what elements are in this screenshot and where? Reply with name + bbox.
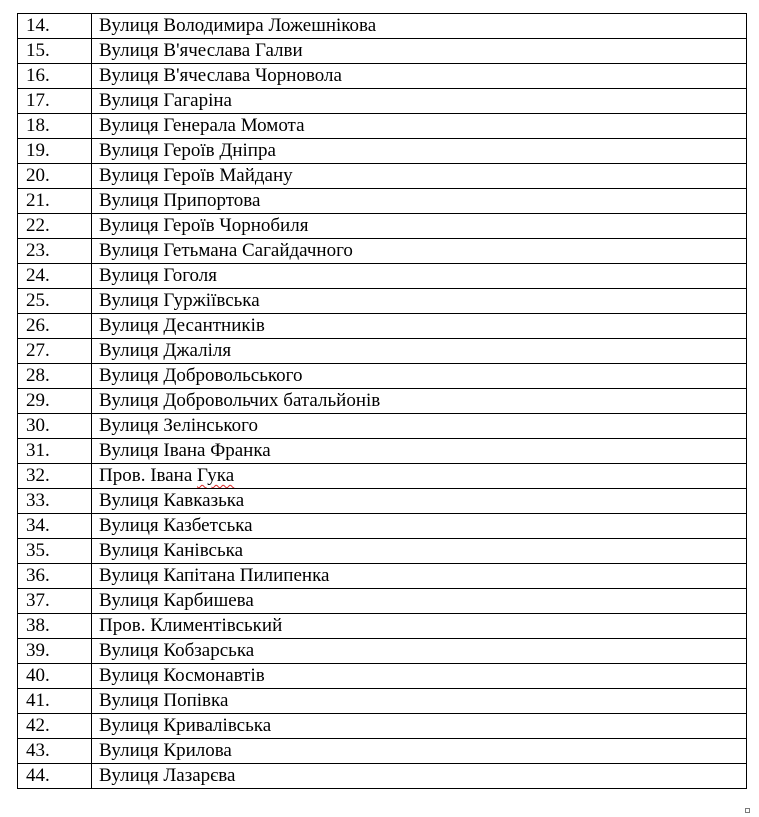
row-number: 17. xyxy=(18,89,92,114)
street-name: Вулиця Крилова xyxy=(92,739,747,764)
row-number: 32. xyxy=(18,464,92,489)
table-row xyxy=(18,64,747,89)
street-name: Вулиця Джаліля xyxy=(92,339,747,364)
spellcheck-flagged-word: Гука xyxy=(197,465,235,486)
table-row xyxy=(18,739,747,764)
row-number: 16. xyxy=(18,64,92,89)
street-name: Вулиця Гагаріна xyxy=(92,89,747,114)
row-number: 37. xyxy=(18,589,92,614)
street-name: Вулиця В'ячеслава Галви xyxy=(92,39,747,64)
street-name: Вулиця Зелінського xyxy=(92,414,747,439)
street-name-prefix: Пров. Івана xyxy=(99,465,198,486)
table-resize-handle[interactable] xyxy=(745,808,750,813)
row-number: 21. xyxy=(18,189,92,214)
street-name: Вулиця Гоголя xyxy=(92,264,747,289)
street-name: Вулиця В'ячеслава Чорновола xyxy=(92,64,747,89)
row-number: 42. xyxy=(18,714,92,739)
table-row xyxy=(18,489,747,514)
table-row xyxy=(18,764,747,789)
table-row xyxy=(18,389,747,414)
street-name: Вулиця Казбетська xyxy=(92,514,747,539)
street-name: Вулиця Героїв Дніпра xyxy=(92,139,747,164)
street-name: Вулиця Генерала Момота xyxy=(92,114,747,139)
street-name xyxy=(92,464,747,489)
row-number: 44. xyxy=(18,764,92,789)
street-name: Вулиця Канівська xyxy=(92,539,747,564)
table-row xyxy=(18,314,747,339)
table-row xyxy=(18,364,747,389)
row-number: 14. xyxy=(18,14,92,39)
row-number: 29. xyxy=(18,389,92,414)
row-number: 40. xyxy=(18,664,92,689)
row-number: 35. xyxy=(18,539,92,564)
street-name: Вулиця Гетьмана Сагайдачного xyxy=(92,239,747,264)
table-row xyxy=(18,264,747,289)
table-row xyxy=(18,714,747,739)
street-name: Вулиця Героїв Майдану xyxy=(92,164,747,189)
table-row xyxy=(18,139,747,164)
street-name: Вулиця Лазарєва xyxy=(92,764,747,789)
row-number: 15. xyxy=(18,39,92,64)
row-number: 27. xyxy=(18,339,92,364)
street-name: Вулиця Кобзарська xyxy=(92,639,747,664)
row-number: 38. xyxy=(18,614,92,639)
street-name: Вулиця Івана Франка xyxy=(92,439,747,464)
street-name: Вулиця Карбишева xyxy=(92,589,747,614)
street-name: Вулиця Кривалівська xyxy=(92,714,747,739)
table-row xyxy=(18,639,747,664)
row-number: 36. xyxy=(18,564,92,589)
table-row xyxy=(18,414,747,439)
row-number: 39. xyxy=(18,639,92,664)
street-name: Вулиця Добровольського xyxy=(92,364,747,389)
table-row xyxy=(18,164,747,189)
table-row xyxy=(18,564,747,589)
row-number: 33. xyxy=(18,489,92,514)
street-name: Вулиця Попівка xyxy=(92,689,747,714)
street-name: Вулиця Володимира Ложешнікова xyxy=(92,14,747,39)
street-name: Пров. Климентівський xyxy=(92,614,747,639)
table-row xyxy=(18,614,747,639)
table-row xyxy=(18,589,747,614)
table-row xyxy=(18,514,747,539)
row-number: 25. xyxy=(18,289,92,314)
street-name: Вулиця Космонавтів xyxy=(92,664,747,689)
table-row xyxy=(18,89,747,114)
row-number: 20. xyxy=(18,164,92,189)
row-number: 22. xyxy=(18,214,92,239)
row-number: 23. xyxy=(18,239,92,264)
row-number: 26. xyxy=(18,314,92,339)
table-row xyxy=(18,39,747,64)
street-name: Вулиця Кавказька xyxy=(92,489,747,514)
table-row xyxy=(18,239,747,264)
row-number: 24. xyxy=(18,264,92,289)
table-row xyxy=(18,539,747,564)
row-number: 31. xyxy=(18,439,92,464)
table-row xyxy=(18,289,747,314)
street-name: Вулиця Припортова xyxy=(92,189,747,214)
table-row xyxy=(18,339,747,364)
table-row xyxy=(18,439,747,464)
table-row xyxy=(18,189,747,214)
table-row xyxy=(18,214,747,239)
table-row xyxy=(18,689,747,714)
street-name: Вулиця Героїв Чорнобиля xyxy=(92,214,747,239)
street-name: Вулиця Гуржіївська xyxy=(92,289,747,314)
table-row xyxy=(18,14,747,39)
row-number: 34. xyxy=(18,514,92,539)
row-number: 30. xyxy=(18,414,92,439)
street-list-table xyxy=(17,13,747,789)
table-row xyxy=(18,464,747,489)
row-number: 28. xyxy=(18,364,92,389)
row-number: 43. xyxy=(18,739,92,764)
row-number: 41. xyxy=(18,689,92,714)
row-number: 18. xyxy=(18,114,92,139)
table-row xyxy=(18,664,747,689)
table-row xyxy=(18,114,747,139)
street-name: Вулиця Капітана Пилипенка xyxy=(92,564,747,589)
row-number: 19. xyxy=(18,139,92,164)
street-name: Вулиця Десантників xyxy=(92,314,747,339)
street-name: Вулиця Добровольчих батальйонів xyxy=(92,389,747,414)
